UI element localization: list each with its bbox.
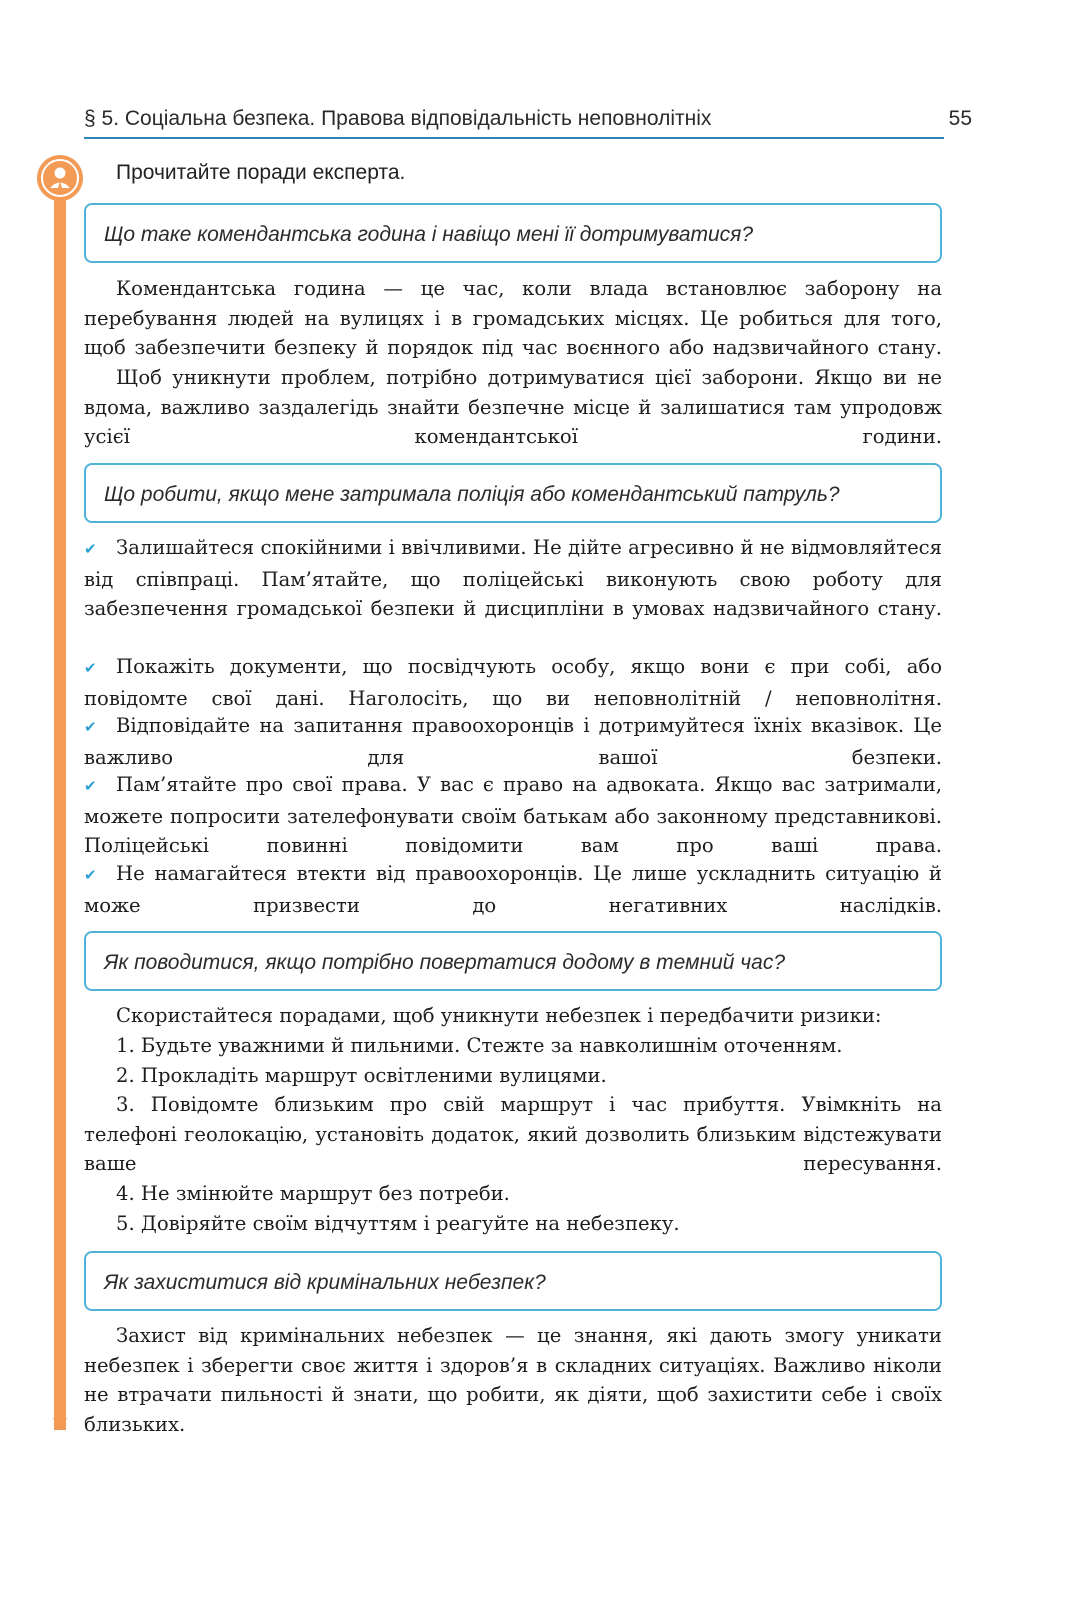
list-item: ✔ Пам’ятайте про свої права. У вас є право на адвоката. Якщо вас затримали, можете попросити зателефонувати своїм батькам або законному представникові. Поліцейські повинні повідомити вам про ваші права.: [84, 773, 942, 858]
question-text: Як захиститися від кримінальних небезпек?: [104, 1271, 546, 1294]
lead-text: Скористайтеся порадами, щоб уникнути небезпек і передбачити ризики:: [116, 1004, 882, 1027]
check-icon: ✔: [84, 540, 97, 558]
question-box-dark-time: [84, 931, 942, 991]
check-icon: ✔: [84, 866, 97, 884]
list-item: ✔ Покажіть документи, що посвідчують особу, якщо вони є при собі, або повідомте свої дані. Наголосіть, що ви неповнолітній / неповнолітня.: [84, 655, 942, 710]
page-number: 55: [948, 107, 972, 130]
list-item: 2. Прокладіть маршрут освітленими вулицями.: [116, 1064, 607, 1087]
question-box-detained: [84, 463, 942, 523]
section-title: § 5. Соціальна безпека. Правова відповідальність неповнолітніх: [84, 107, 712, 130]
list-item: 3. Повідомте близьким про свій маршрут і час прибуття. Увімкніть на телефоні геолокацію, установіть додаток, який дозволить близьким відстежувати ваше пересування.: [84, 1093, 942, 1176]
expert-person-icon: [37, 155, 83, 201]
check-icon: ✔: [84, 659, 97, 677]
list-item: ✔ Залишайтеся спокійними і ввічливими. Не дійте агресивно й не відмовляйтеся від співпраці. Пам’ятайте, що поліцейські виконують свою роботу для забезпечення громадської безпеки й дисципліни в умовах надзвичайного стану.: [84, 536, 942, 621]
intro-text: Прочитайте поради експерта.: [116, 161, 406, 184]
question-box-curfew: [84, 203, 942, 263]
check-icon: ✔: [84, 718, 97, 736]
header-divider: [84, 137, 944, 139]
answer-paragraph: Захист від кримінальних небезпек — це знання, які дають змогу уникати небезпек і зберегти своє життя і здоров’я в складних ситуаціях. Важливо ніколи не втрачати пильності й знати, що робити, як діяти, щоб захистити себе і своїх близьких.: [84, 1324, 942, 1436]
list-item: ✔ Не намагайтеся втекти від правоохоронців. Це лише ускладнить ситуацію й може призвести до негативних наслідків.: [84, 862, 942, 917]
question-box-criminal: [84, 1251, 942, 1311]
question-text: Що робити, якщо мене затримала поліція або комендантський патруль?: [104, 483, 840, 506]
check-icon: ✔: [84, 777, 97, 795]
page-header: [84, 104, 972, 140]
side-bar: [54, 196, 66, 1430]
answer-paragraph: Щоб уникнути проблем, потрібно дотримуватися цієї заборони. Якщо ви не вдома, важливо заздалегідь знайти безпечне місце й залишатися там упродовж усієї комендантської години.: [84, 366, 942, 449]
list-item: 4. Не змінюйте маршрут без потреби.: [116, 1182, 510, 1205]
answer-paragraph: Комендантська година — це час, коли влада встановлює заборону на перебування людей на вулицях і в громадських місцях. Це робиться для того, щоб забезпечити безпеку й порядок під час воєнного або надзвичайного стану.: [84, 277, 942, 360]
list-item: ✔ Відповідайте на запитання правоохоронців і дотримуйтеся їхніх вказівок. Це важливо для вашої безпеки.: [84, 714, 942, 769]
list-item: 5. Довіряйте своїм відчуттям і реагуйте на небезпеку.: [116, 1212, 680, 1235]
question-text: Як поводитися, якщо потрібно повертатися додому в темний час?: [104, 951, 785, 974]
question-text: Що таке комендантська година і навіщо мені її дотримуватися?: [104, 223, 754, 246]
list-item: 1. Будьте уважними й пильними. Стежте за навколишнім оточенням.: [116, 1034, 843, 1057]
side-bar-tip: [53, 1418, 67, 1430]
